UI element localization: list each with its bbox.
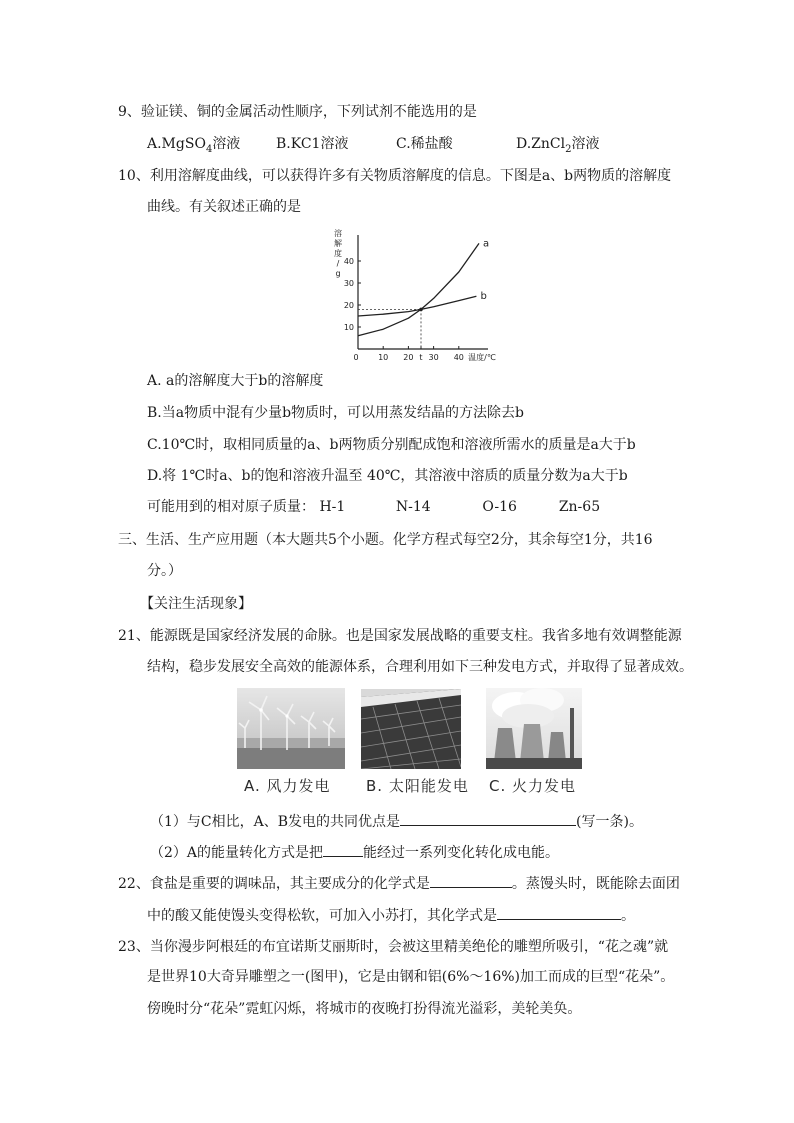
q9-option-d-text: D.ZnCl <box>516 136 566 152</box>
q21-sub1 <box>150 811 643 832</box>
section3-title-line1: 三、生活、生产应用题（本大题共5个小题。化学方程式每空2分，其余每空1分，共16 <box>118 532 653 548</box>
q21-sub2-answer-blank[interactable] <box>323 842 363 857</box>
q22-line1 <box>118 873 680 894</box>
x-tick-label: 10 <box>378 353 389 362</box>
series-line-a <box>358 243 479 335</box>
atomic-mass-n: N-14 <box>395 499 431 515</box>
y-tick-label: 30 <box>343 279 354 288</box>
series-label-b: b <box>480 291 487 303</box>
intersection-point <box>419 308 423 312</box>
q21-sub1-answer-blank[interactable] <box>400 811 576 826</box>
series-label-a: a <box>482 238 490 250</box>
q9-option-a <box>147 134 240 160</box>
q22-line1-text: 22、食盐是重要的调味品，其主要成分的化学式是 <box>118 876 430 892</box>
caption-thermal-power: C. 火力发电 <box>489 777 577 795</box>
x-tick-label: t <box>419 353 423 362</box>
atomic-mass-zn: Zn-65 <box>558 499 601 515</box>
q9-option-d-subscript: 2 <box>565 143 572 155</box>
solubility-chart <box>330 228 500 363</box>
x-tick-label: 30 <box>428 353 439 362</box>
q9-option-a-suffix: 溶液 <box>212 136 241 152</box>
q9-stem: 9、验证镁、铜的金属活动性顺序，下列试剂不能选用的是 <box>118 104 477 120</box>
q10-option-c: C.10℃时，取相同质量的a、b两物质分别配成饱和溶液所需水的质量是a大于b <box>147 437 636 453</box>
q22-line2-suffix: 。 <box>621 908 635 924</box>
x-tick-label: 40 <box>453 353 464 362</box>
atomic-mass-o: O-16 <box>482 499 517 515</box>
atomic-mass-h: H-1 <box>319 499 346 515</box>
thermal-power-photo <box>486 688 582 769</box>
q10-option-b: B.当a物质中混有少量b物质时，可以用蒸发结晶的方法除去b <box>147 405 525 421</box>
q23-line1: 23、当你漫步阿根廷的布宜诺斯艾丽斯时，会被这里精美绝伦的雕塑所吸引，“花之魂”就 <box>118 939 669 955</box>
series-line-b <box>358 296 476 316</box>
q10-option-a: A. a的溶解度大于b的溶解度 <box>147 373 324 389</box>
q22-answer-blank-1[interactable] <box>430 873 512 888</box>
atomic-mass-row <box>147 497 600 517</box>
x-tick-label: 0 <box>353 353 359 362</box>
q10-stem-line1: 10、利用溶解度曲线，可以获得许多有关物质溶解度的信息。下图是a、b两物质的溶解度 <box>118 168 672 184</box>
y-axis-label: g <box>335 269 341 278</box>
q21-sub2-suffix: 能经过一系列变化转化成电能。 <box>363 845 560 861</box>
wind-power-photo <box>237 688 345 769</box>
q9-option-d <box>516 134 599 160</box>
atomic-mass-label: 可能用到的相对原子质量： <box>147 499 315 515</box>
q21-sub2 <box>150 842 559 863</box>
q10-option-d: D.将 1℃时a、b的饱和溶液升温至 40℃，其溶液中溶质的质量分数为a大于b <box>147 468 628 484</box>
q9-option-c: C.稀盐酸 <box>396 136 453 152</box>
q23-line2: 是世界10大奇异雕塑之一(图甲)，它是由钢和铝(6%～16%)加工而成的巨型“花朵”。 <box>147 969 675 985</box>
q21-stem-line2: 结构，稳步发展安全高效的能源体系，合理利用如下三种发电方式，并取得了显著成效。 <box>147 659 693 675</box>
section3-title-line2: 分。） <box>147 563 182 579</box>
q22-line2-text: 中的酸又能使馒头变得松软，可加入小苏打，其化学式是 <box>147 908 497 924</box>
q22-line1-suffix: 。蒸馒头时，既能除去面团 <box>511 876 680 892</box>
caption-solar-power: B. 太阳能发电 <box>366 777 469 795</box>
q9-option-a-text: A.MgSO <box>147 136 206 152</box>
q21-sub1-text: （1）与C相比，A、B发电的共同优点是 <box>150 814 401 830</box>
q21-sub2-text: （2）A的能量转化方式是把 <box>150 845 324 861</box>
q22-line2 <box>147 905 635 926</box>
q9-option-b: B.KC1溶液 <box>276 136 349 152</box>
q23-line3: 傍晚时分“花朵”霓虹闪烁，将城市的夜晚打扮得流光溢彩，美轮美奂。 <box>147 1001 582 1017</box>
q21-stem-line1: 21、能源既是国家经济发展的命脉。也是国家发展战略的重要支柱。我省多地有效调整能源 <box>118 628 682 644</box>
x-axis-label: 温度/℃ <box>468 353 496 362</box>
q10-stem-line2: 曲线。有关叙述正确的是 <box>147 199 301 215</box>
y-tick-label: 20 <box>343 301 354 310</box>
y-axis-label: 解 <box>334 239 342 248</box>
caption-wind-power: A. 风力发电 <box>244 777 331 795</box>
y-tick-label: 40 <box>343 257 354 266</box>
q21-sub1-suffix: (写一条)。 <box>576 814 643 830</box>
y-axis-label: 度 <box>334 249 342 258</box>
q9-option-a-subscript: 4 <box>205 143 213 155</box>
y-axis-label: / <box>336 259 340 268</box>
solar-power-photo <box>361 689 461 769</box>
section3-subheading: 【关注生活现象】 <box>140 596 252 612</box>
q22-answer-blank-2[interactable] <box>497 905 621 920</box>
y-tick-label: 10 <box>343 323 354 332</box>
x-tick-label: 20 <box>403 353 414 362</box>
q9-option-d-suffix: 溶液 <box>571 136 600 152</box>
y-axis-label: 溶 <box>334 229 342 238</box>
